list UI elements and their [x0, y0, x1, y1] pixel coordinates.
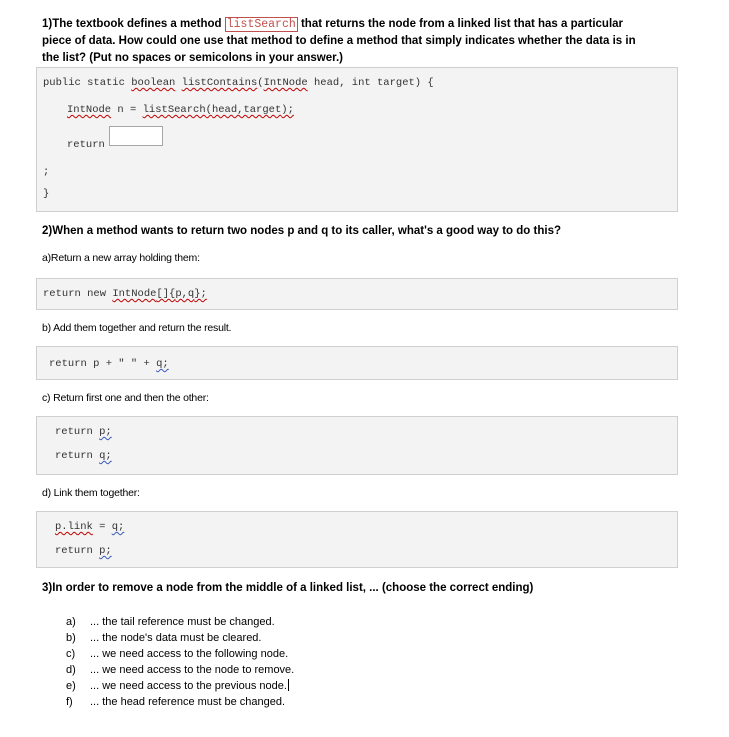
- q3-option-b[interactable]: b) ... the node's data must be cleared.: [66, 632, 262, 644]
- q1-line1: 1)The textbook defines a method listSearch that returns the node from a linked list that has a particular: [42, 18, 624, 31]
- q1-line3: the list? (Put no spaces or semicolons in your answer.): [42, 52, 343, 64]
- q2-question: 2)When a method wants to return two nodes p and q to its caller, what's a good way to do this?: [42, 225, 561, 237]
- q3-option-f[interactable]: f) ... the head reference must be changed.: [66, 696, 286, 708]
- q1-answer-input[interactable]: [109, 126, 163, 146]
- q1-code-close-brace: }: [43, 188, 50, 200]
- q2-a-code-line: return new IntNode[]{p,q};: [43, 288, 207, 300]
- q1-line2: piece of data. How could one use that method to define a method that simply indicates whether the data is in: [42, 35, 636, 47]
- q2-d-code-line2: return p;: [55, 545, 112, 557]
- q3-option-e[interactable]: e) ... we need access to the previous node.: [66, 680, 287, 692]
- method-name-highlight: listSearch: [226, 18, 296, 31]
- q3-option-a[interactable]: a) ... the tail reference must be changed.: [66, 616, 275, 628]
- q2-option-d-label: d) Link them together:: [42, 487, 140, 499]
- q3-option-c[interactable]: c) ... we need access to the following node.: [66, 648, 289, 660]
- q2-option-d-code: [36, 511, 678, 568]
- q1-code-semicolon: ;: [43, 166, 50, 178]
- q2-option-b-label: b) Add them together and return the result.: [42, 322, 232, 334]
- q2-option-a-code: [36, 278, 678, 310]
- q2-c-code-line1: return p;: [55, 426, 112, 438]
- q2-option-c-code: [36, 416, 678, 475]
- q1-code-line1: public static boolean listContains(IntNode head, int target) {: [43, 77, 434, 89]
- q2-option-c-label: c) Return first one and then the other:: [42, 392, 209, 404]
- q3-option-d[interactable]: d) ... we need access to the node to remove.: [66, 664, 295, 676]
- q2-option-b-code: [36, 346, 678, 380]
- q2-b-code-line: return p + " " + q;: [49, 358, 169, 370]
- text-cursor: [288, 679, 289, 691]
- q1-code-line2: IntNode n = listSearch(head,target);: [67, 104, 294, 116]
- q1-code-return: return: [67, 139, 105, 151]
- q2-d-code-line1: p.link = q;: [55, 521, 125, 533]
- q2-option-a-label: a)Return a new array holding them:: [42, 252, 200, 264]
- q2-c-code-line2: return q;: [55, 450, 112, 462]
- q3-question: 3)In order to remove a node from the middle of a linked list, ... (choose the correct ending): [42, 582, 534, 594]
- q1-text: [42, 16, 636, 67]
- q1-code-block: [36, 67, 678, 212]
